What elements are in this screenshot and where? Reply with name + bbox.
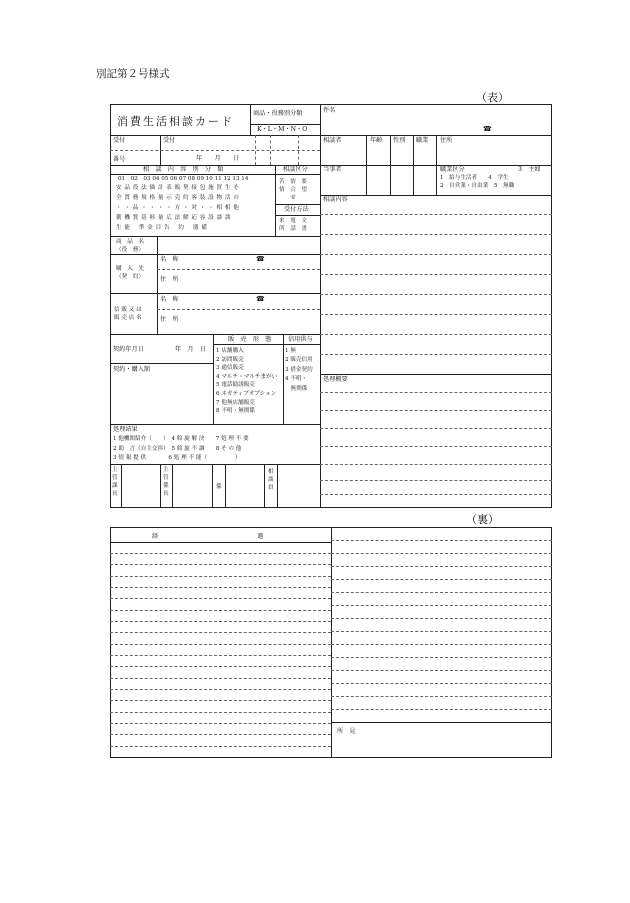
reception-label: 受付 [113, 137, 126, 144]
credit-seller-label: 信 販 又 は 販 売 店 名 [114, 307, 142, 321]
content-row-2: 全 質 務 規 格 量 示 売 約 客 装 設 物 活 の [116, 195, 240, 201]
content-row-4: 衛 機 質 基 料 量 広 法 解 応 容 設 談 談 [116, 215, 231, 221]
address-label: 住所 [440, 137, 453, 144]
content-row-3: ・ ・ 品 ・ ・ ・ ・ 方 ・ 対 ・ ・ 相 相 他 [116, 205, 240, 211]
job-label: 職業 [416, 137, 429, 144]
content-numbers: 01 02 03 04 05 06 07 08 09 10 11 12 13 14 [118, 176, 249, 182]
phone-icon: ☎ [483, 125, 492, 133]
consult-class-label: 相談区分 [283, 166, 308, 173]
buyer-address-label: 住 所 [160, 276, 179, 283]
seller-name-label: 名 称 [160, 296, 179, 303]
job-class-item-3: 3 主婦 [518, 166, 541, 173]
consultant-label: 相談者 [323, 137, 342, 144]
form-title: 消費生活相談カード [117, 115, 234, 128]
result-items: 1 他機関紹介（ ） 4 斡 旋 解 決 7 処 理 不 要 2 助 言（自主交渉） 5 斡 旋 不 調 8 そ の 他 3 情 報 提 供 6 処 理 不 能（ ） [113, 436, 249, 461]
contract-date-label: 契約年月日 [113, 346, 144, 353]
consult-content-label: 相談内容 [323, 196, 348, 203]
buyer-label: 購 入 先 （契 約） [116, 266, 144, 280]
credit-items-list: 1 無 2 販売信用 3 借金契約 4 不明・ 無関係 [285, 348, 313, 392]
number-label: 番号 [113, 156, 126, 163]
content-row-5: 生 能 準 金 目 告 約 器 備 [116, 225, 208, 231]
front-label: （表） [476, 91, 509, 104]
job-class-items: 1 給与生活者 4 学生 2 自営業・自由業 5 無職 [440, 175, 515, 189]
sign-staff-label: 係 [216, 484, 222, 490]
process-summary-label: 処理概要 [323, 376, 348, 383]
reception-label-2: 受付 [163, 137, 176, 144]
sales-form-label: 販 売 形 態 [228, 336, 272, 343]
opinion-label: 所 見 [337, 728, 356, 735]
age-label: 年齢 [370, 137, 383, 144]
content-row-1: 安 品 役 法 価 計 表 販 契 接 包 施 買 生 そ [116, 185, 240, 191]
consult-kinds: 苦 情 要 情 合 望 せ [279, 179, 307, 201]
job-class-label: 職業区分 [440, 166, 465, 173]
seller-phone-icon: ☎ [256, 295, 265, 303]
progress-label: 経 過 [152, 533, 264, 540]
subject-label: 件名 [323, 107, 336, 114]
credit-supply-label: 信用供与 [288, 336, 313, 343]
reception-date: 年 月 日 [196, 155, 240, 162]
reception-method-label: 受付方法 [284, 206, 309, 213]
sign-consultant-label: 相談員 [268, 469, 274, 491]
product-class-label: 商品・役務別分類 [253, 110, 303, 117]
sign-chief-label: 主管課長 [112, 467, 118, 497]
sign-officer-label: 主管係長 [163, 467, 169, 497]
result-label: 処理結果 [113, 426, 138, 433]
sex-label: 性別 [393, 137, 406, 144]
seller-address-label: 住 所 [160, 316, 179, 323]
buyer-phone-icon: ☎ [256, 255, 265, 263]
contract-date-value: 年 月 日 [175, 346, 206, 353]
product-name-label: 商 品 名 （役 務） [116, 239, 144, 253]
contract-amount-label: 契約・購入額 [113, 366, 151, 373]
back-label: （裏） [466, 513, 499, 526]
sales-forms-list: 1 店舗購入 2 訪問販売 3 通信販売 4 マルチ・マルチまがい 5 電話勧誘販売 6 ネガティブオプション 7 他無店舗販売 8 不明・無関係 [216, 348, 278, 415]
party-label: 当事者 [323, 166, 342, 173]
content-class-label: 相 談 内 容 別 分 類 [143, 166, 224, 173]
reception-methods: 来 電 文 所 話 書 [279, 218, 307, 232]
klmno-codes: K・L・M・N・O [257, 126, 308, 133]
form-number: 別記第２号様式 [96, 68, 170, 80]
buyer-name-label: 名 称 [160, 256, 179, 263]
